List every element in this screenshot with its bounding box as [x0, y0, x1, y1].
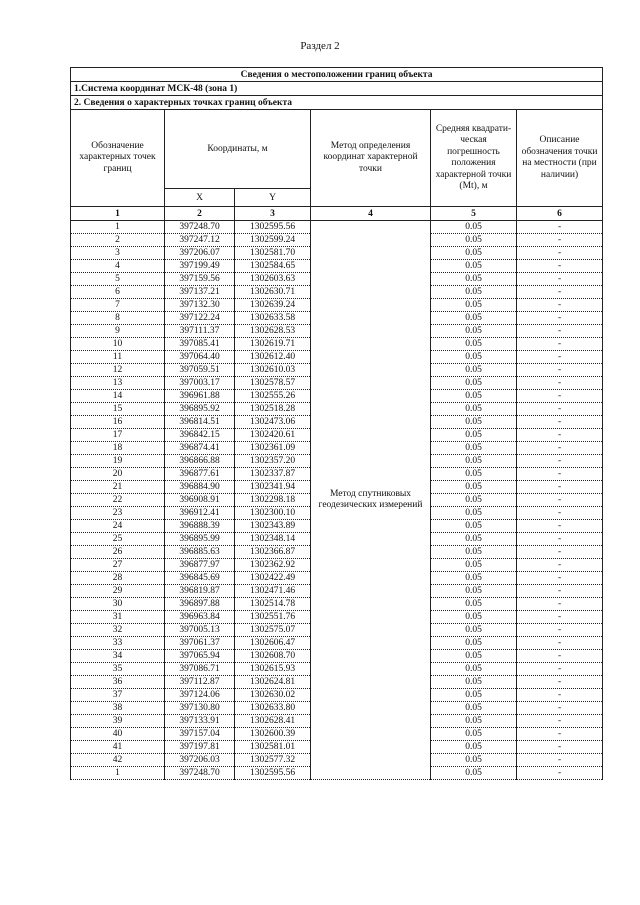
description-cell: - — [517, 754, 603, 767]
y-coordinate-cell: 1302603.63 — [235, 273, 311, 286]
description-cell: - — [517, 260, 603, 273]
description-cell: - — [517, 689, 603, 702]
accuracy-cell: 0.05 — [431, 312, 517, 325]
description-cell: - — [517, 676, 603, 689]
description-cell: - — [517, 325, 603, 338]
description-cell: - — [517, 481, 603, 494]
x-coordinate-cell: 397247.12 — [165, 234, 235, 247]
x-coordinate-cell: 396884.90 — [165, 481, 235, 494]
description-cell: - — [517, 468, 603, 481]
header-y: Y — [235, 189, 311, 207]
accuracy-cell: 0.05 — [431, 585, 517, 598]
y-coordinate-cell: 1302595.56 — [235, 221, 311, 234]
header-point-designation: Обозначение характерных точек границ — [71, 110, 165, 207]
description-cell: - — [517, 234, 603, 247]
accuracy-cell: 0.05 — [431, 598, 517, 611]
x-coordinate-cell: 396908.91 — [165, 494, 235, 507]
accuracy-cell: 0.05 — [431, 455, 517, 468]
y-coordinate-cell: 1302514.78 — [235, 598, 311, 611]
accuracy-cell: 0.05 — [431, 611, 517, 624]
point-number-cell: 40 — [71, 728, 165, 741]
description-cell: - — [517, 546, 603, 559]
x-coordinate-cell: 396819.87 — [165, 585, 235, 598]
accuracy-cell: 0.05 — [431, 689, 517, 702]
point-number-cell: 18 — [71, 442, 165, 455]
y-coordinate-cell: 1302595.56 — [235, 767, 311, 780]
accuracy-cell: 0.05 — [431, 663, 517, 676]
description-cell: - — [517, 221, 603, 234]
point-number-cell: 22 — [71, 494, 165, 507]
description-cell: - — [517, 650, 603, 663]
point-number-cell: 1 — [71, 221, 165, 234]
accuracy-cell: 0.05 — [431, 221, 517, 234]
y-coordinate-cell: 1302630.71 — [235, 286, 311, 299]
y-coordinate-cell: 1302575.07 — [235, 624, 311, 637]
accuracy-cell: 0.05 — [431, 650, 517, 663]
y-coordinate-cell: 1302577.32 — [235, 754, 311, 767]
y-coordinate-cell: 1302630.02 — [235, 689, 311, 702]
x-coordinate-cell: 397133.91 — [165, 715, 235, 728]
y-coordinate-cell: 1302518.28 — [235, 403, 311, 416]
x-coordinate-cell: 397112.87 — [165, 676, 235, 689]
accuracy-cell: 0.05 — [431, 702, 517, 715]
point-number-cell: 27 — [71, 559, 165, 572]
x-coordinate-cell: 396877.61 — [165, 468, 235, 481]
y-coordinate-cell: 1302581.70 — [235, 247, 311, 260]
accuracy-cell: 0.05 — [431, 364, 517, 377]
point-number-cell: 12 — [71, 364, 165, 377]
accuracy-cell: 0.05 — [431, 572, 517, 585]
accuracy-cell: 0.05 — [431, 728, 517, 741]
point-number-cell: 23 — [71, 507, 165, 520]
x-coordinate-cell: 397085.41 — [165, 338, 235, 351]
section-title: Раздел 2 — [300, 40, 340, 52]
y-coordinate-cell: 1302606.47 — [235, 637, 311, 650]
accuracy-cell: 0.05 — [431, 494, 517, 507]
point-number-cell: 15 — [71, 403, 165, 416]
x-coordinate-cell: 397005.13 — [165, 624, 235, 637]
point-number-cell: 14 — [71, 390, 165, 403]
description-cell: - — [517, 624, 603, 637]
y-coordinate-cell: 1302300.10 — [235, 507, 311, 520]
y-coordinate-cell: 1302361.09 — [235, 442, 311, 455]
y-coordinate-cell: 1302422.49 — [235, 572, 311, 585]
x-coordinate-cell: 396963.84 — [165, 611, 235, 624]
x-coordinate-cell: 397124.06 — [165, 689, 235, 702]
x-coordinate-cell: 397157.04 — [165, 728, 235, 741]
x-coordinate-cell: 397130.80 — [165, 702, 235, 715]
point-number-cell: 3 — [71, 247, 165, 260]
y-coordinate-cell: 1302298.18 — [235, 494, 311, 507]
y-coordinate-cell: 1302628.53 — [235, 325, 311, 338]
description-cell: - — [517, 741, 603, 754]
y-coordinate-cell: 1302473.06 — [235, 416, 311, 429]
y-coordinate-cell: 1302584.65 — [235, 260, 311, 273]
accuracy-cell: 0.05 — [431, 260, 517, 273]
description-cell: - — [517, 507, 603, 520]
accuracy-cell: 0.05 — [431, 715, 517, 728]
description-cell: - — [517, 351, 603, 364]
x-coordinate-cell: 397132.30 — [165, 299, 235, 312]
description-cell: - — [517, 598, 603, 611]
point-number-cell: 41 — [71, 741, 165, 754]
y-coordinate-cell: 1302610.03 — [235, 364, 311, 377]
description-cell: - — [517, 299, 603, 312]
point-number-cell: 1 — [71, 767, 165, 780]
description-cell: - — [517, 494, 603, 507]
point-number-cell: 6 — [71, 286, 165, 299]
point-number-cell: 16 — [71, 416, 165, 429]
point-number-cell: 11 — [71, 351, 165, 364]
x-coordinate-cell: 396866.88 — [165, 455, 235, 468]
y-coordinate-cell: 1302619.71 — [235, 338, 311, 351]
description-cell: - — [517, 429, 603, 442]
description-cell: - — [517, 533, 603, 546]
point-number-cell: 26 — [71, 546, 165, 559]
header-coordinates: Координаты, м — [165, 110, 311, 189]
x-coordinate-cell: 397159.56 — [165, 273, 235, 286]
accuracy-cell: 0.05 — [431, 442, 517, 455]
x-coordinate-cell: 397065.94 — [165, 650, 235, 663]
y-coordinate-cell: 1302357.20 — [235, 455, 311, 468]
accuracy-cell: 0.05 — [431, 403, 517, 416]
y-coordinate-cell: 1302600.39 — [235, 728, 311, 741]
point-number-cell: 17 — [71, 429, 165, 442]
point-number-cell: 4 — [71, 260, 165, 273]
point-number-cell: 32 — [71, 624, 165, 637]
y-coordinate-cell: 1302578.57 — [235, 377, 311, 390]
x-coordinate-cell: 396842.15 — [165, 429, 235, 442]
y-coordinate-cell: 1302608.70 — [235, 650, 311, 663]
accuracy-cell: 0.05 — [431, 338, 517, 351]
description-cell: - — [517, 715, 603, 728]
accuracy-cell: 0.05 — [431, 507, 517, 520]
accuracy-cell: 0.05 — [431, 325, 517, 338]
description-cell: - — [517, 338, 603, 351]
accuracy-cell: 0.05 — [431, 624, 517, 637]
y-coordinate-cell: 1302599.24 — [235, 234, 311, 247]
col-number-1: 1 — [71, 207, 165, 221]
header-x: X — [165, 189, 235, 207]
point-number-cell: 33 — [71, 637, 165, 650]
x-coordinate-cell: 396814.51 — [165, 416, 235, 429]
y-coordinate-cell: 1302366.87 — [235, 546, 311, 559]
y-coordinate-cell: 1302615.93 — [235, 663, 311, 676]
points-section-row: 2. Сведения о характерных точках границ объекта — [71, 96, 603, 110]
point-number-cell: 19 — [71, 455, 165, 468]
description-cell: - — [517, 416, 603, 429]
point-number-cell: 21 — [71, 481, 165, 494]
point-number-cell: 36 — [71, 676, 165, 689]
table-row — [71, 221, 603, 234]
x-coordinate-cell: 396874.41 — [165, 442, 235, 455]
point-number-cell: 28 — [71, 572, 165, 585]
y-coordinate-cell: 1302633.58 — [235, 312, 311, 325]
x-coordinate-cell: 397197.81 — [165, 741, 235, 754]
description-cell: - — [517, 559, 603, 572]
description-cell: - — [517, 637, 603, 650]
point-number-cell: 7 — [71, 299, 165, 312]
x-coordinate-cell: 397086.71 — [165, 663, 235, 676]
point-number-cell: 35 — [71, 663, 165, 676]
point-number-cell: 42 — [71, 754, 165, 767]
accuracy-cell: 0.05 — [431, 286, 517, 299]
y-coordinate-cell: 1302628.41 — [235, 715, 311, 728]
col-number-5: 5 — [431, 207, 517, 221]
accuracy-cell: 0.05 — [431, 299, 517, 312]
x-coordinate-cell: 397122.24 — [165, 312, 235, 325]
accuracy-cell: 0.05 — [431, 351, 517, 364]
accuracy-cell: 0.05 — [431, 247, 517, 260]
x-coordinate-cell: 396895.92 — [165, 403, 235, 416]
point-number-cell: 29 — [71, 585, 165, 598]
coordinate-system-row: 1.Система координат МСК-48 (зона 1) — [71, 82, 603, 96]
accuracy-cell: 0.05 — [431, 520, 517, 533]
description-cell: - — [517, 403, 603, 416]
y-coordinate-cell: 1302633.80 — [235, 702, 311, 715]
x-coordinate-cell: 397206.03 — [165, 754, 235, 767]
y-coordinate-cell: 1302362.92 — [235, 559, 311, 572]
accuracy-cell: 0.05 — [431, 481, 517, 494]
description-cell: - — [517, 286, 603, 299]
description-cell: - — [517, 572, 603, 585]
point-number-cell: 24 — [71, 520, 165, 533]
accuracy-cell: 0.05 — [431, 533, 517, 546]
point-number-cell: 37 — [71, 689, 165, 702]
header-method: Метод определения координат характерной точки — [311, 110, 431, 207]
x-coordinate-cell: 397061.37 — [165, 637, 235, 650]
description-cell: - — [517, 377, 603, 390]
description-cell: - — [517, 520, 603, 533]
x-coordinate-cell: 396877.97 — [165, 559, 235, 572]
description-cell: - — [517, 247, 603, 260]
boundary-points-table — [70, 67, 603, 780]
y-coordinate-cell: 1302471.46 — [235, 585, 311, 598]
description-cell: - — [517, 312, 603, 325]
y-coordinate-cell: 1302420.61 — [235, 429, 311, 442]
description-cell: - — [517, 663, 603, 676]
accuracy-cell: 0.05 — [431, 234, 517, 247]
point-number-cell: 8 — [71, 312, 165, 325]
y-coordinate-cell: 1302639.24 — [235, 299, 311, 312]
accuracy-cell: 0.05 — [431, 416, 517, 429]
col-number-4: 4 — [311, 207, 431, 221]
x-coordinate-cell: 396888.39 — [165, 520, 235, 533]
col-number-2: 2 — [165, 207, 235, 221]
point-number-cell: 34 — [71, 650, 165, 663]
accuracy-cell: 0.05 — [431, 468, 517, 481]
description-cell: - — [517, 585, 603, 598]
x-coordinate-cell: 397059.51 — [165, 364, 235, 377]
description-cell: - — [517, 728, 603, 741]
x-coordinate-cell: 397199.49 — [165, 260, 235, 273]
x-coordinate-cell: 396885.63 — [165, 546, 235, 559]
y-coordinate-cell: 1302337.87 — [235, 468, 311, 481]
header-accuracy: Средняя квадрати-ческая погрешность положения характерной точки (Mt), м — [431, 110, 517, 207]
point-number-cell: 39 — [71, 715, 165, 728]
point-number-cell: 10 — [71, 338, 165, 351]
accuracy-cell: 0.05 — [431, 754, 517, 767]
y-coordinate-cell: 1302555.26 — [235, 390, 311, 403]
point-number-cell: 2 — [71, 234, 165, 247]
y-coordinate-cell: 1302348.14 — [235, 533, 311, 546]
description-cell: - — [517, 702, 603, 715]
point-number-cell: 9 — [71, 325, 165, 338]
accuracy-cell: 0.05 — [431, 390, 517, 403]
description-cell: - — [517, 767, 603, 780]
description-cell: - — [517, 455, 603, 468]
header-description: Описание обозначения точки на местности (при наличии) — [517, 110, 603, 207]
x-coordinate-cell: 397137.21 — [165, 286, 235, 299]
x-coordinate-cell: 396897.88 — [165, 598, 235, 611]
accuracy-cell: 0.05 — [431, 637, 517, 650]
y-coordinate-cell: 1302612.40 — [235, 351, 311, 364]
table-title: Сведения о местоположении границ объекта — [71, 68, 603, 82]
accuracy-cell: 0.05 — [431, 273, 517, 286]
x-coordinate-cell: 397064.40 — [165, 351, 235, 364]
accuracy-cell: 0.05 — [431, 429, 517, 442]
point-number-cell: 31 — [71, 611, 165, 624]
x-coordinate-cell: 397003.17 — [165, 377, 235, 390]
accuracy-cell: 0.05 — [431, 741, 517, 754]
y-coordinate-cell: 1302341.94 — [235, 481, 311, 494]
x-coordinate-cell: 396845.69 — [165, 572, 235, 585]
accuracy-cell: 0.05 — [431, 377, 517, 390]
x-coordinate-cell: 397248.70 — [165, 767, 235, 780]
point-number-cell: 30 — [71, 598, 165, 611]
x-coordinate-cell: 397206.07 — [165, 247, 235, 260]
x-coordinate-cell: 396961.88 — [165, 390, 235, 403]
x-coordinate-cell: 397111.37 — [165, 325, 235, 338]
description-cell: - — [517, 611, 603, 624]
description-cell: - — [517, 390, 603, 403]
description-cell: - — [517, 364, 603, 377]
method-cell: Метод спутниковых геодезических измерений — [311, 221, 431, 780]
point-number-cell: 25 — [71, 533, 165, 546]
y-coordinate-cell: 1302551.76 — [235, 611, 311, 624]
col-number-3: 3 — [235, 207, 311, 221]
accuracy-cell: 0.05 — [431, 676, 517, 689]
point-number-cell: 13 — [71, 377, 165, 390]
y-coordinate-cell: 1302343.89 — [235, 520, 311, 533]
point-number-cell: 38 — [71, 702, 165, 715]
point-number-cell: 5 — [71, 273, 165, 286]
description-cell: - — [517, 442, 603, 455]
description-cell: - — [517, 273, 603, 286]
point-number-cell: 20 — [71, 468, 165, 481]
x-coordinate-cell: 396895.99 — [165, 533, 235, 546]
x-coordinate-cell: 396912.41 — [165, 507, 235, 520]
accuracy-cell: 0.05 — [431, 767, 517, 780]
y-coordinate-cell: 1302581.01 — [235, 741, 311, 754]
x-coordinate-cell: 397248.70 — [165, 221, 235, 234]
accuracy-cell: 0.05 — [431, 546, 517, 559]
y-coordinate-cell: 1302624.81 — [235, 676, 311, 689]
accuracy-cell: 0.05 — [431, 559, 517, 572]
col-number-6: 6 — [517, 207, 603, 221]
